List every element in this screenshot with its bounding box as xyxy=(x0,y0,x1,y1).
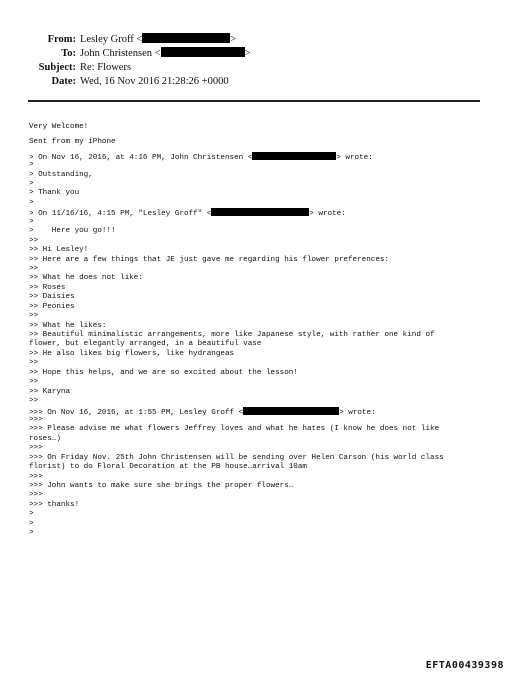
body-line: >> Hope this helps, and we are so excited about the lesson! xyxy=(29,368,298,377)
body-line: roses…) xyxy=(29,434,61,443)
quote-suffix: > wrote: xyxy=(339,408,376,417)
quote-prefix: >>> On Nov 16, 2016, at 1:55 PM, Lesley Groff < xyxy=(29,408,244,417)
from-label: From: xyxy=(47,34,76,45)
email-body xyxy=(29,114,489,548)
body-line: > xyxy=(29,529,34,538)
body-line: > xyxy=(29,519,34,528)
quote-prefix: > On Nov 16, 2016, at 4:16 PM, John Christensen < xyxy=(29,153,253,162)
quote-prefix: > On 11/16/16, 4:15 PM, "Lesley Groff" < xyxy=(29,210,212,219)
body-line: Very Welcome! xyxy=(29,123,89,132)
redaction-bar xyxy=(252,152,336,160)
from-value xyxy=(80,33,236,46)
body-line: florist) to do Floral Decoration at the PB house…arrival 10am xyxy=(29,463,307,472)
redaction-bar xyxy=(142,33,230,43)
body-line: >> Karyna xyxy=(29,387,71,396)
subject-value: Re: Flowers xyxy=(80,62,132,73)
body-line: > xyxy=(29,180,34,189)
document-id: EFTA00439398 xyxy=(425,660,504,671)
body-line xyxy=(29,208,489,217)
subject-label: Subject: xyxy=(38,62,76,73)
body-line: > Outstanding, xyxy=(29,170,93,179)
redaction-bar xyxy=(243,407,339,415)
date-label: Date: xyxy=(51,76,76,87)
body-line: >> What he likes: xyxy=(29,321,107,330)
body-line: >> xyxy=(29,236,39,245)
quote-suffix: > wrote: xyxy=(309,210,346,219)
body-line: >> Roses xyxy=(29,283,66,292)
to-end: > xyxy=(244,48,251,59)
redaction-bar xyxy=(211,208,309,216)
body-line: > xyxy=(29,198,34,207)
body-line: > xyxy=(29,161,34,170)
from-name: Lesley Groff < xyxy=(80,34,143,45)
to-label: To: xyxy=(61,48,76,59)
to-name: John Christensen < xyxy=(80,48,161,59)
body-line: > xyxy=(29,510,34,519)
body-line: >> Peonies xyxy=(29,302,75,311)
body-line: >>> xyxy=(29,444,43,453)
body-line: >> xyxy=(29,264,39,273)
body-line: >> xyxy=(29,397,39,406)
from-end: > xyxy=(230,34,237,45)
body-line: >>> xyxy=(29,472,43,481)
body-line: >> xyxy=(29,359,39,368)
body-line: >>> thanks! xyxy=(29,500,80,509)
body-line: >> Daisies xyxy=(29,293,75,302)
body-line: >>> xyxy=(29,415,43,424)
header-divider xyxy=(28,100,480,102)
body-line: flower, but elegantly arranged, in a beautiful vase xyxy=(29,340,262,349)
body-line: >>> On Friday Nov. 25th John Christensen will be sending over Helen Carson (his world class xyxy=(29,453,444,462)
quote-suffix: > wrote: xyxy=(336,153,373,162)
body-line: >>> Please advise me what flowers Jeffrey loves and what he hates (I know he does not like xyxy=(29,425,440,434)
body-line: >>> xyxy=(29,491,43,500)
body-line: >>> John wants to make sure she brings the proper flowers… xyxy=(29,482,294,491)
body-line: > Thank you xyxy=(29,189,80,198)
body-line: >> He also likes big flowers, like hydrangeas xyxy=(29,349,235,358)
body-line: >> xyxy=(29,312,39,321)
body-line: >> Here are a few things that JE just gave me regarding his flower preferences: xyxy=(29,255,390,264)
body-line: >> xyxy=(29,378,39,387)
body-line: >> Beautiful minimalistic arrangements, more like Japanese style, with rather one kind of xyxy=(29,331,435,340)
date-value: Wed, 16 Nov 2016 21:28:26 +0000 xyxy=(80,76,229,87)
body-line: >> Hi Lesley! xyxy=(29,246,89,255)
body-line: > xyxy=(29,217,34,226)
body-line xyxy=(29,152,489,161)
body-line: Sent from my iPhone xyxy=(29,137,116,146)
redaction-bar xyxy=(161,47,245,57)
body-line: >> What he does not like: xyxy=(29,274,143,283)
to-value xyxy=(80,47,251,60)
body-line xyxy=(29,407,489,416)
body-line: > Here you go!!! xyxy=(29,227,116,236)
